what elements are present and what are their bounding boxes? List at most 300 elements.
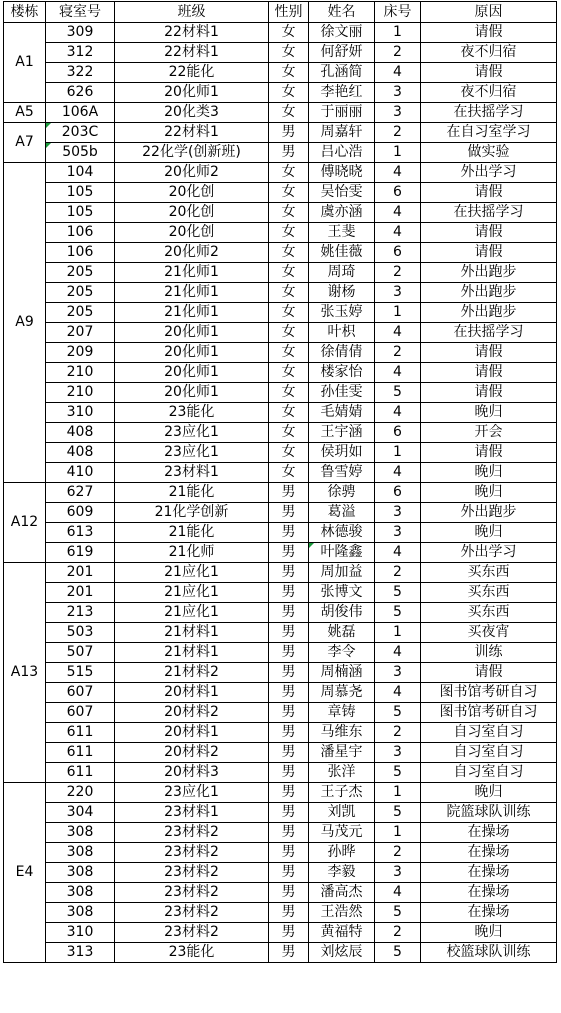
bed-cell: 4: [375, 63, 421, 83]
gender-cell: 男: [269, 923, 309, 943]
gender-cell: 男: [269, 483, 309, 503]
table-row: [4, 103, 557, 123]
bed-cell: 2: [375, 123, 421, 143]
room-cell: 308: [46, 823, 115, 843]
class-cell: 21应化1: [115, 583, 269, 603]
room-cell: 611: [46, 723, 115, 743]
reason-cell: 外出跑步: [421, 303, 557, 323]
class-cell: 22材料1: [115, 23, 269, 43]
gender-cell: 女: [269, 103, 309, 123]
table-row: [4, 623, 557, 643]
reason-cell: 图书馆考研自习: [421, 703, 557, 723]
gender-cell: 男: [269, 543, 309, 563]
reason-cell: 在操场: [421, 883, 557, 903]
table-row: [4, 63, 557, 83]
gender-cell: 女: [269, 223, 309, 243]
name-cell: 楼家怡: [309, 363, 375, 383]
name-cell: 张玉婷: [309, 303, 375, 323]
name-cell: 张博文: [309, 583, 375, 603]
reason-cell: 买夜宵: [421, 623, 557, 643]
gender-cell: 男: [269, 643, 309, 663]
reason-cell: 请假: [421, 223, 557, 243]
room-cell: 209: [46, 343, 115, 363]
reason-cell: 自习室自习: [421, 723, 557, 743]
table-row: [4, 663, 557, 683]
room-cell: 609: [46, 503, 115, 523]
reason-cell: 晚归: [421, 923, 557, 943]
gender-cell: 女: [269, 183, 309, 203]
table-row: [4, 723, 557, 743]
bed-cell: 2: [375, 563, 421, 583]
gender-cell: 女: [269, 23, 309, 43]
table-header: [4, 2, 557, 23]
name-cell: 侯玥如: [309, 443, 375, 463]
name-cell: 王子杰: [309, 783, 375, 803]
gender-cell: 女: [269, 343, 309, 363]
gender-cell: 女: [269, 403, 309, 423]
gender-cell: 男: [269, 703, 309, 723]
table-row: [4, 383, 557, 403]
reason-cell: 请假: [421, 343, 557, 363]
room-cell: 105: [46, 183, 115, 203]
gender-cell: 女: [269, 243, 309, 263]
bed-cell: 6: [375, 183, 421, 203]
class-cell: 23应化1: [115, 423, 269, 443]
class-cell: 23应化1: [115, 443, 269, 463]
room-cell: 203C: [46, 123, 115, 143]
name-cell: 黄福特: [309, 923, 375, 943]
gender-cell: 男: [269, 803, 309, 823]
gender-cell: 女: [269, 463, 309, 483]
table-row: [4, 163, 557, 183]
class-cell: 23材料1: [115, 803, 269, 823]
class-cell: 20化创: [115, 223, 269, 243]
gender-cell: 女: [269, 443, 309, 463]
reason-cell: 买东西: [421, 603, 557, 623]
bed-cell: 5: [375, 763, 421, 783]
room-cell: 308: [46, 863, 115, 883]
reason-cell: 在操场: [421, 843, 557, 863]
table-row: [4, 403, 557, 423]
name-cell: 徐骋: [309, 483, 375, 503]
table-row: [4, 503, 557, 523]
table-row: [4, 283, 557, 303]
name-cell: 周慕尧: [309, 683, 375, 703]
table-row: [4, 883, 557, 903]
bed-cell: 5: [375, 803, 421, 823]
room-cell: 312: [46, 43, 115, 63]
table-row: [4, 23, 557, 43]
room-cell: 106A: [46, 103, 115, 123]
reason-cell: 晚归: [421, 463, 557, 483]
gender-cell: 男: [269, 743, 309, 763]
reason-cell: 在扶摇学习: [421, 203, 557, 223]
bed-cell: 4: [375, 883, 421, 903]
reason-cell: 晚归: [421, 523, 557, 543]
bed-cell: 3: [375, 503, 421, 523]
class-cell: 21化师1: [115, 283, 269, 303]
gender-cell: 男: [269, 563, 309, 583]
class-cell: 20材料1: [115, 723, 269, 743]
bed-cell: 3: [375, 523, 421, 543]
class-cell: 20材料1: [115, 683, 269, 703]
bed-cell: 4: [375, 223, 421, 243]
table-row: [4, 323, 557, 343]
room-cell: 309: [46, 23, 115, 43]
table-row: [4, 43, 557, 63]
table-body: [4, 23, 557, 963]
reason-cell: 自习室自习: [421, 743, 557, 763]
reason-cell: 训练: [421, 643, 557, 663]
building-cell: A5: [4, 103, 46, 123]
header-row: [4, 2, 557, 23]
reason-cell: 外出学习: [421, 163, 557, 183]
table-row: [4, 763, 557, 783]
bed-cell: 4: [375, 463, 421, 483]
table-row: [4, 83, 557, 103]
table-row: [4, 463, 557, 483]
reason-cell: 做实验: [421, 143, 557, 163]
bed-cell: 3: [375, 103, 421, 123]
name-cell: 孔涵简: [309, 63, 375, 83]
name-cell: 姚磊: [309, 623, 375, 643]
room-cell: 611: [46, 763, 115, 783]
gender-cell: 男: [269, 583, 309, 603]
gender-cell: 男: [269, 123, 309, 143]
class-cell: 21材料2: [115, 663, 269, 683]
gender-cell: 男: [269, 783, 309, 803]
name-cell: 周琦: [309, 263, 375, 283]
reason-cell: 买东西: [421, 563, 557, 583]
class-cell: 23材料2: [115, 903, 269, 923]
name-cell: 刘凯: [309, 803, 375, 823]
room-cell: 304: [46, 803, 115, 823]
room-cell: 201: [46, 583, 115, 603]
bed-cell: 4: [375, 203, 421, 223]
class-cell: 21应化1: [115, 603, 269, 623]
name-cell: 李艳红: [309, 83, 375, 103]
name-cell: 周加益: [309, 563, 375, 583]
room-cell: 310: [46, 923, 115, 943]
class-cell: 21能化: [115, 483, 269, 503]
class-cell: 20化师2: [115, 243, 269, 263]
building-cell: A12: [4, 483, 46, 563]
room-cell: 210: [46, 383, 115, 403]
reason-cell: 外出学习: [421, 543, 557, 563]
room-cell: 408: [46, 443, 115, 463]
reason-cell: 在扶摇学习: [421, 323, 557, 343]
bed-cell: 4: [375, 403, 421, 423]
bed-cell: 6: [375, 483, 421, 503]
bed-cell: 1: [375, 303, 421, 323]
gender-cell: 女: [269, 263, 309, 283]
class-cell: 21材料1: [115, 623, 269, 643]
reason-cell: 请假: [421, 443, 557, 463]
gender-cell: 女: [269, 63, 309, 83]
reason-cell: 外出跑步: [421, 283, 557, 303]
bed-cell: 3: [375, 743, 421, 763]
name-cell: 林德骏: [309, 523, 375, 543]
table-row: [4, 443, 557, 463]
bed-cell: 4: [375, 543, 421, 563]
table-row: [4, 523, 557, 543]
class-cell: 20材料3: [115, 763, 269, 783]
bed-cell: 6: [375, 423, 421, 443]
class-cell: 20化创: [115, 203, 269, 223]
class-cell: 20化类3: [115, 103, 269, 123]
room-cell: 611: [46, 743, 115, 763]
room-cell: 313: [46, 943, 115, 963]
reason-cell: 晚归: [421, 403, 557, 423]
table-row: [4, 743, 557, 763]
gender-cell: 女: [269, 83, 309, 103]
reason-cell: 晚归: [421, 783, 557, 803]
class-cell: 23材料2: [115, 923, 269, 943]
gender-cell: 男: [269, 903, 309, 923]
class-cell: 23应化1: [115, 783, 269, 803]
room-cell: 505b: [46, 143, 115, 163]
name-cell: 叶隆鑫: [309, 543, 375, 563]
name-cell: 周嘉轩: [309, 123, 375, 143]
reason-cell: 请假: [421, 63, 557, 83]
name-cell: 傅晓晓: [309, 163, 375, 183]
class-cell: 20化师1: [115, 83, 269, 103]
room-cell: 105: [46, 203, 115, 223]
bed-cell: 5: [375, 903, 421, 923]
table-row: [4, 943, 557, 963]
room-cell: 607: [46, 683, 115, 703]
reason-cell: 在自习室学习: [421, 123, 557, 143]
room-cell: 322: [46, 63, 115, 83]
name-cell: 葛溢: [309, 503, 375, 523]
bed-cell: 2: [375, 723, 421, 743]
reason-cell: 开会: [421, 423, 557, 443]
class-cell: 21化师1: [115, 263, 269, 283]
bed-cell: 2: [375, 843, 421, 863]
table-row: [4, 903, 557, 923]
class-cell: 21化师: [115, 543, 269, 563]
table-row: [4, 123, 557, 143]
bed-cell: 4: [375, 163, 421, 183]
table-row: [4, 143, 557, 163]
name-cell: 王宇涵: [309, 423, 375, 443]
gender-cell: 男: [269, 523, 309, 543]
gender-cell: 女: [269, 203, 309, 223]
room-cell: 626: [46, 83, 115, 103]
name-cell: 谢杨: [309, 283, 375, 303]
table-row: [4, 823, 557, 843]
table-row: [4, 183, 557, 203]
room-cell: 104: [46, 163, 115, 183]
table-row: [4, 703, 557, 723]
reason-cell: 夜不归宿: [421, 43, 557, 63]
room-cell: 205: [46, 303, 115, 323]
gender-cell: 女: [269, 423, 309, 443]
class-cell: 23能化: [115, 403, 269, 423]
room-cell: 627: [46, 483, 115, 503]
gender-cell: 女: [269, 383, 309, 403]
room-cell: 106: [46, 223, 115, 243]
gender-cell: 男: [269, 763, 309, 783]
name-cell: 马茂元: [309, 823, 375, 843]
name-cell: 李毅: [309, 863, 375, 883]
name-cell: 吴怡雯: [309, 183, 375, 203]
gender-cell: 男: [269, 823, 309, 843]
bed-cell: 3: [375, 83, 421, 103]
room-cell: 308: [46, 843, 115, 863]
name-cell: 刘炫辰: [309, 943, 375, 963]
header-name: 姓名: [309, 2, 375, 23]
class-cell: 21应化1: [115, 563, 269, 583]
bed-cell: 5: [375, 603, 421, 623]
room-cell: 503: [46, 623, 115, 643]
reason-cell: 在扶摇学习: [421, 103, 557, 123]
gender-cell: 男: [269, 943, 309, 963]
bed-cell: 5: [375, 943, 421, 963]
name-cell: 徐文丽: [309, 23, 375, 43]
table-row: [4, 243, 557, 263]
name-cell: 孙晔: [309, 843, 375, 863]
room-cell: 205: [46, 263, 115, 283]
building-cell: A7: [4, 123, 46, 163]
table-row: [4, 343, 557, 363]
class-cell: 22能化: [115, 63, 269, 83]
bed-cell: 4: [375, 683, 421, 703]
bed-cell: 1: [375, 823, 421, 843]
room-cell: 106: [46, 243, 115, 263]
reason-cell: 请假: [421, 243, 557, 263]
bed-cell: 4: [375, 323, 421, 343]
room-cell: 410: [46, 463, 115, 483]
bed-cell: 1: [375, 783, 421, 803]
gender-cell: 男: [269, 843, 309, 863]
name-cell: 叶枳: [309, 323, 375, 343]
room-cell: 308: [46, 883, 115, 903]
gender-cell: 男: [269, 623, 309, 643]
header-building: 楼栋: [4, 2, 46, 23]
name-cell: 马维东: [309, 723, 375, 743]
bed-cell: 1: [375, 23, 421, 43]
room-cell: 201: [46, 563, 115, 583]
bed-cell: 6: [375, 243, 421, 263]
reason-cell: 请假: [421, 363, 557, 383]
bed-cell: 2: [375, 263, 421, 283]
bed-cell: 1: [375, 623, 421, 643]
building-cell: E4: [4, 783, 46, 963]
reason-cell: 校篮球队训练: [421, 943, 557, 963]
bed-cell: 1: [375, 143, 421, 163]
gender-cell: 男: [269, 683, 309, 703]
room-cell: 408: [46, 423, 115, 443]
class-cell: 23材料2: [115, 843, 269, 863]
bed-cell: 4: [375, 363, 421, 383]
building-cell: A1: [4, 23, 46, 103]
header-room: 寝室号: [46, 2, 115, 23]
gender-cell: 男: [269, 603, 309, 623]
room-cell: 210: [46, 363, 115, 383]
gender-cell: 女: [269, 323, 309, 343]
name-cell: 章铸: [309, 703, 375, 723]
class-cell: 20材料2: [115, 703, 269, 723]
reason-cell: 请假: [421, 663, 557, 683]
name-cell: 王斐: [309, 223, 375, 243]
class-cell: 22化学(创新班): [115, 143, 269, 163]
reason-cell: 图书馆考研自习: [421, 683, 557, 703]
bed-cell: 3: [375, 663, 421, 683]
table-row: [4, 263, 557, 283]
class-cell: 20化师1: [115, 363, 269, 383]
table-row: [4, 483, 557, 503]
gender-cell: 男: [269, 883, 309, 903]
header-gender: 性别: [269, 2, 309, 23]
bed-cell: 5: [375, 703, 421, 723]
table-row: [4, 363, 557, 383]
name-cell: 虞亦涵: [309, 203, 375, 223]
reason-cell: 院篮球队训练: [421, 803, 557, 823]
bed-cell: 5: [375, 383, 421, 403]
name-cell: 李令: [309, 643, 375, 663]
table-row: [4, 223, 557, 243]
dormitory-absence-table: [3, 1, 557, 963]
building-cell: A13: [4, 563, 46, 783]
bed-cell: 3: [375, 283, 421, 303]
class-cell: 20化师1: [115, 343, 269, 363]
class-cell: 20材料2: [115, 743, 269, 763]
name-cell: 胡俊伟: [309, 603, 375, 623]
table-row: [4, 683, 557, 703]
name-cell: 王浩然: [309, 903, 375, 923]
table-row: [4, 583, 557, 603]
class-cell: 23材料2: [115, 863, 269, 883]
table-row: [4, 423, 557, 443]
name-cell: 吕心浩: [309, 143, 375, 163]
table-row: [4, 543, 557, 563]
room-cell: 213: [46, 603, 115, 623]
gender-cell: 男: [269, 863, 309, 883]
header-class: 班级: [115, 2, 269, 23]
room-cell: 220: [46, 783, 115, 803]
gender-cell: 男: [269, 503, 309, 523]
room-cell: 619: [46, 543, 115, 563]
gender-cell: 女: [269, 363, 309, 383]
class-cell: 21化学创新: [115, 503, 269, 523]
class-cell: 23材料2: [115, 823, 269, 843]
bed-cell: 1: [375, 443, 421, 463]
reason-cell: 请假: [421, 183, 557, 203]
room-cell: 607: [46, 703, 115, 723]
class-cell: 20化师1: [115, 383, 269, 403]
gender-cell: 女: [269, 43, 309, 63]
gender-cell: 女: [269, 303, 309, 323]
name-cell: 潘星宇: [309, 743, 375, 763]
header-reason: 原因: [421, 2, 557, 23]
name-cell: 何舒妍: [309, 43, 375, 63]
reason-cell: 夜不归宿: [421, 83, 557, 103]
table-row: [4, 863, 557, 883]
gender-cell: 男: [269, 723, 309, 743]
reason-cell: 买东西: [421, 583, 557, 603]
gender-cell: 男: [269, 663, 309, 683]
name-cell: 姚佳薇: [309, 243, 375, 263]
class-cell: 21化师1: [115, 303, 269, 323]
bed-cell: 4: [375, 643, 421, 663]
class-cell: 23材料2: [115, 883, 269, 903]
bed-cell: 5: [375, 583, 421, 603]
table-row: [4, 203, 557, 223]
table-row: [4, 923, 557, 943]
table-row: [4, 563, 557, 583]
name-cell: 徐倩倩: [309, 343, 375, 363]
